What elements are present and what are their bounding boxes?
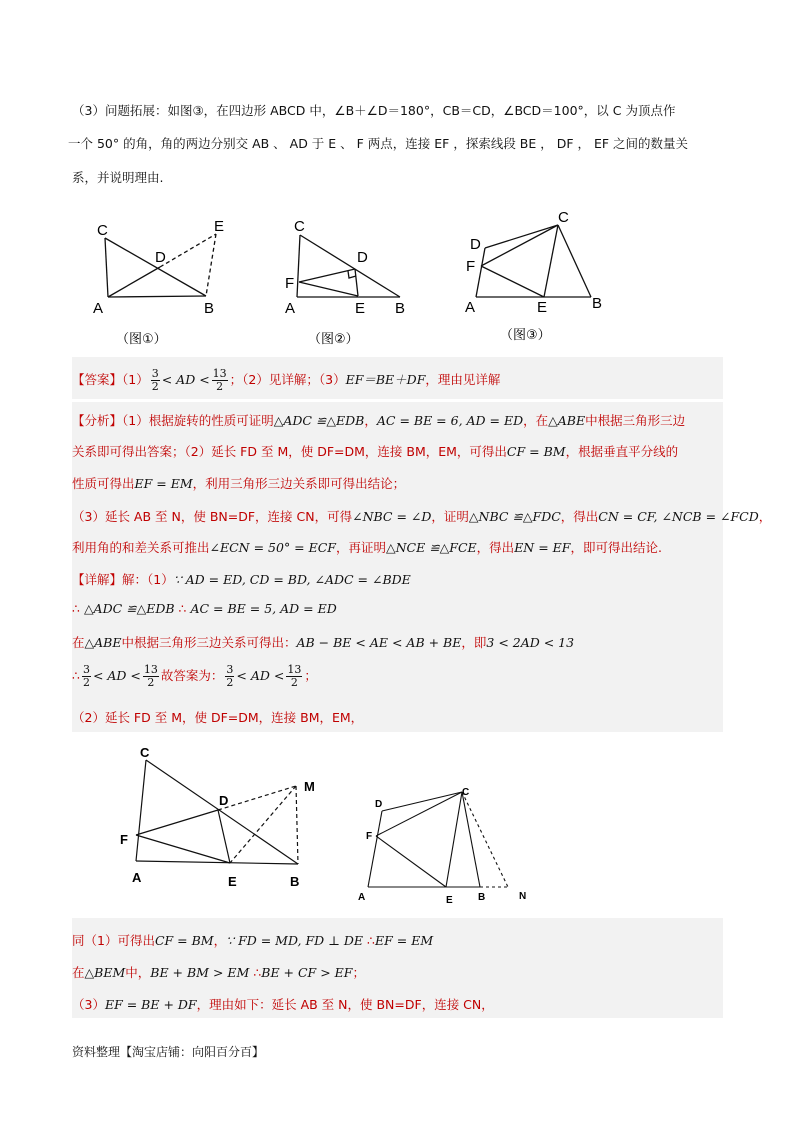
answer-frac-2 — [212, 368, 228, 393]
fig2-caption: （图②） — [308, 332, 359, 347]
fig5-label-b: B — [478, 892, 486, 903]
text: ， — [213, 933, 227, 948]
frac — [225, 664, 234, 689]
math: EF = EM — [375, 933, 434, 948]
math: CN = CF, ∠NCB = ∠FCD — [598, 509, 759, 524]
fig4-label-c: C — [140, 745, 150, 760]
math: △ADC ≌△EDB — [83, 601, 175, 616]
footer-text: 资料整理【淘宝店铺：向阳百分百】 — [72, 1045, 265, 1059]
fig3-label-d: D — [470, 236, 481, 253]
frac-den: 2 — [82, 676, 90, 689]
text: 利用角的和差关系可推出 — [72, 540, 210, 555]
figure-3 — [462, 205, 612, 345]
fig3-label-c: C — [558, 209, 569, 226]
text: ， — [364, 413, 377, 428]
answer-part3: ，理由见详解 — [425, 372, 501, 387]
fig1-label-c: C — [97, 222, 108, 239]
text: ，即 — [461, 635, 487, 650]
text: ∴ — [367, 933, 375, 948]
detail-line-7 — [72, 963, 365, 981]
math: ∠NBC = ∠D — [352, 509, 432, 524]
fig2-label-b: B — [395, 300, 406, 317]
math: AC = BE = 5, AD = ED — [190, 601, 337, 616]
frac-den: 2 — [151, 380, 159, 393]
frac-den: 2 — [226, 676, 234, 689]
math: △BEM — [84, 965, 126, 980]
math: ∠ECN = 50° = ECF — [209, 540, 336, 555]
fig5-label-a: A — [358, 892, 366, 903]
analysis-line-3 — [72, 474, 405, 492]
text: ∴ — [178, 601, 187, 616]
problem-line-2: 一个 50° 的角，角的两边分别交 AB 、 AD 于 E 、 F 两点，连接 EF ，探索线段 BE ， DF ， EF 之间的数量关 — [68, 136, 689, 151]
fig1-label-b: B — [204, 300, 215, 317]
detail-tag: 【详解】 — [72, 572, 123, 587]
detail-line-2 — [72, 601, 337, 616]
fig2-label-f: F — [285, 275, 295, 292]
text: 故答案为： — [160, 668, 224, 683]
fig4-label-b: B — [290, 874, 300, 889]
math: < AD < — [236, 668, 285, 683]
answer-eq: EF＝BE＋DF — [345, 372, 426, 387]
analysis-line-2 — [72, 442, 678, 460]
frac-num: 13 — [212, 367, 227, 380]
fig5-label-d: D — [375, 799, 383, 810]
fig3-label-f: F — [466, 258, 476, 275]
text: ∴ — [72, 601, 80, 616]
text: ，得出 — [476, 540, 515, 555]
math: CF = BM — [154, 933, 214, 948]
math: EN = EF — [514, 540, 571, 555]
fig3-label-b: B — [592, 295, 603, 312]
text: 关系即可得出答案；（2）延长 FD 至 M，使 DF=DM，连接 BM，EM，可得出 — [72, 444, 507, 459]
answer-part2: ；（2）见详解；（3） — [229, 372, 346, 387]
fig5-label-f: F — [366, 831, 373, 842]
text: ，得出 — [560, 509, 599, 524]
detail-line-8 — [72, 995, 494, 1013]
text: ，根据垂直平分线的 — [565, 444, 679, 459]
text: 中， — [125, 965, 151, 980]
text: （3） — [72, 997, 105, 1012]
text: ，证明 — [431, 509, 469, 524]
text: ，即可得出结论. — [570, 540, 662, 555]
frac-den: 2 — [147, 676, 155, 689]
detail-line-5: （2）延长 FD 至 M，使 DF=DM，连接 BM，EM， — [72, 710, 364, 725]
math: 3 < 2AD < 13 — [486, 635, 575, 650]
math: AB − BE < AE < AB + BE — [296, 635, 462, 650]
figure-2 — [278, 212, 418, 347]
frac-num: 3 — [82, 663, 90, 676]
frac-num: 3 — [226, 663, 234, 676]
math: △NBC ≌△FDC — [468, 509, 561, 524]
math: ∵ FD = MD, FD ⊥ DE — [226, 933, 364, 948]
text: 在 — [72, 965, 85, 980]
frac — [143, 664, 159, 689]
fig3-caption: （图③） — [500, 328, 551, 343]
analysis-tag: 【分析】 — [72, 413, 123, 428]
fig2-label-d: D — [357, 249, 368, 266]
fig1-label-a: A — [93, 300, 104, 317]
problem-line-1: （3）问题拓展：如图③，在四边形 ABCD 中，∠B＋∠D＝180°，CB＝CD，∠BCD＝100°，以 C 为顶点作 — [72, 103, 676, 118]
frac-den: 2 — [290, 676, 298, 689]
detail-line-6 — [72, 931, 433, 949]
math: △NCE ≌△FCE — [386, 540, 477, 555]
text: （3）延长 AB 至 N，使 BN=DF，连接 CN，可得 — [72, 509, 353, 524]
answer-line — [72, 368, 500, 393]
math: BE + BM > EM — [150, 965, 250, 980]
fig2-label-e: E — [355, 300, 366, 317]
math: EF = BE + DF — [104, 997, 197, 1012]
fig1-label-e: E — [214, 218, 225, 235]
analysis-line-5 — [72, 538, 662, 556]
fig4-label-a: A — [132, 870, 142, 885]
answer-part1: （1） — [122, 372, 149, 387]
detail-line-1 — [72, 570, 411, 588]
fig5-label-e: E — [446, 895, 453, 906]
fig4-label-e: E — [228, 874, 237, 889]
answer-tag: 【答案】 — [72, 372, 123, 387]
text: ，再证明 — [335, 540, 386, 555]
fig3-label-e: E — [537, 299, 548, 316]
text: 中根据三角形三边 — [585, 413, 686, 428]
analysis-line-4 — [72, 507, 771, 525]
math: △ABE — [84, 635, 122, 650]
frac-den: 2 — [216, 380, 224, 393]
math: EF = EM — [134, 476, 193, 491]
figure-4 — [72, 734, 334, 918]
fig4-label-m: M — [304, 779, 315, 794]
text: ， — [758, 509, 772, 524]
analysis-line-1 — [72, 411, 685, 429]
text: 解：（1） — [122, 572, 174, 587]
text: ∴ — [253, 965, 262, 980]
fig4-label-f: F — [120, 832, 128, 847]
problem-line-3: 系，并说明理由. — [72, 170, 164, 185]
frac-num: 13 — [287, 663, 302, 676]
detail-line-3 — [72, 633, 574, 651]
fig5-label-c: C — [462, 787, 470, 798]
fig1-caption: （图①） — [116, 332, 167, 347]
text: ； — [352, 965, 365, 980]
text: ，理由如下：延长 AB 至 N，使 BN=DF，连接 CN， — [196, 997, 494, 1012]
figure-1 — [88, 212, 238, 347]
frac-num: 3 — [151, 367, 159, 380]
text: ； — [304, 668, 317, 683]
text: ∴ — [72, 668, 80, 683]
fig2-label-a: A — [285, 300, 296, 317]
text: 中根据三角形三边关系可得出： — [121, 635, 297, 650]
fig2-label-c: C — [294, 218, 305, 235]
fig1-label-d: D — [155, 249, 166, 266]
fig3-label-a: A — [465, 299, 476, 316]
text: （1）根据旋转的性质可证明 — [122, 413, 274, 428]
text: ，在 — [523, 413, 549, 428]
frac — [82, 664, 91, 689]
frac — [286, 664, 302, 689]
figure-5 — [354, 783, 546, 916]
math: △ABE — [548, 413, 586, 428]
fig5-label-n: N — [519, 891, 527, 902]
fig4-label-d: D — [219, 793, 229, 808]
text: 同（1）可得出 — [72, 933, 155, 948]
math: ∵ AD = ED, CD = BD, ∠ADC = ∠BDE — [173, 572, 411, 587]
math: △ADC ≌△EDB — [273, 413, 365, 428]
detail-line-4 — [72, 664, 317, 689]
frac-num: 13 — [143, 663, 158, 676]
math: BE + CF > EF — [261, 965, 353, 980]
text: ，利用三角形三边关系即可得出结论； — [192, 476, 406, 491]
text: 性质可得出 — [72, 476, 135, 491]
math: CF = BM — [506, 444, 566, 459]
math: AC = BE = 6, AD = ED — [376, 413, 524, 428]
answer-mid: < AD < — [161, 372, 210, 387]
math: < AD < — [92, 668, 141, 683]
text: 在 — [72, 635, 85, 650]
answer-frac-1 — [151, 368, 160, 393]
